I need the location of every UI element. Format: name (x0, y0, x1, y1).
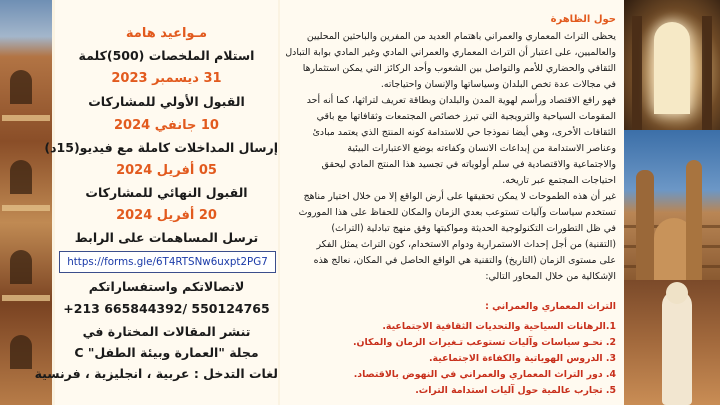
axis-item: 3. الدروس الهوياتية والكفاءة الاجتماعية. (429, 353, 616, 364)
about-line: يحظى التراث المعماري والعمراني باهتمام العديد من المفرين والباحثين المحليين (306, 31, 616, 42)
axis-item: 1.الرهانات السياحية والتحديات الثقافية الاجتماعية. (382, 321, 616, 332)
about-line: الثقافي والحضاري للأمم والتواصل بين الشعوب وأحد الركائز التي يمكن استثمارها (302, 63, 616, 74)
about-line: والاجتماعية والاقتصادية في سلم أولوياته في تجسيد هذا المنتج المادي ليحقق (321, 159, 616, 170)
fullpaper-label: إرسال المداخلات كاملة مع فيديو(15د) (44, 140, 278, 155)
dates-heading: مـواعيد هامة (125, 26, 208, 41)
axis-item: 2. نحـو سياسات وآليات تستوعب تـغيرات الزمان والمكان. (352, 337, 616, 348)
initial-accept-label: القبول الأولي للمشاركات (88, 94, 245, 109)
publish-journal: مجلة "العمارة وبيئة الطفل" C (74, 345, 259, 360)
about-line: الإشكالية من خلال المحاور التالي: (485, 271, 616, 282)
phone-numbers: +213 665844392/ 550124765 (63, 301, 270, 316)
submission-date: 20 أفريل 2024 (116, 208, 217, 223)
languages: لغات التدخل : عربية ، انجليزية ، فرنسية (34, 366, 278, 381)
final-date: 05 أفريل 2024 (116, 163, 217, 178)
abstract-label: استلام الملخصات (500)كلمة (78, 48, 255, 63)
about-line: غير أن هذه الطموحات لا يمكن تحقيقها على أرض الواقع إلا من خلال اختيار مناهج (303, 191, 616, 202)
axis-item: 4. دور التراث المعماري والعمراني في النهوض بالاقتصاد. (353, 369, 616, 380)
mud-mosque-photo (624, 130, 720, 280)
about-line: في ظل التطورات التكنولوجية الحديثة ومواكبتها وفق منهج تبادلية (التراث) (331, 223, 616, 234)
important-dates-panel (34, 0, 278, 405)
abstract-date: 31 ديسمبر 2023 (111, 71, 222, 86)
about-line: والعالميين، على اعتبار أن التراث المعماري والعمراني المادي وغير المادي بوابة التبادل (285, 47, 616, 58)
about-line: الثقافات الأخرى، وهي أيضا نموذجا حي للاستدامة كونه المنتج الذي يعتمد مبادئ (312, 127, 616, 138)
about-line: وعناصر الاستدامة من إبداعات الانسان وكفاءته بوضع الاعتبارات البيئية (347, 143, 616, 154)
about-line: (التقنية) من أجل إحداث الاستمرارية ودوام الاستخدام، كون التراث يمثل الفكر (316, 239, 616, 250)
submission-link[interactable] (59, 251, 276, 273)
final-accept-label: القبول النهائي للمشاركات (85, 185, 248, 200)
axis-item: 5. تجارب عالمية حول آليات استدامة التراث. (415, 385, 616, 396)
publish-line-1: تنشر المقالات المختارة في (82, 324, 251, 339)
about-line: فهو رافع الاقتصاد ورأسم لهوية المدن والبلدان وبطاقة تعريف لتراثها، كما أنه أحد (306, 95, 616, 106)
axes-heading: التراث المعماري والعمراني : (485, 301, 616, 312)
arch-interior-photo (624, 0, 720, 130)
about-line: احتياجات المجتمع عبر تاريخه. (502, 175, 616, 186)
about-line: تستخدم سياسات وآليات تستوعب بعدي الزمان والمكان للحفاظ على هذا الموروث (298, 207, 616, 218)
submission-link-text[interactable]: https://forms.gle/6T4RTSNw6uxpt2PG7 (67, 256, 268, 268)
about-line: في مجالات عدة تخص البلدان وسياساتها والإنسان واحتياجاته. (380, 79, 616, 90)
about-line: على مستوى الزمان (التاريخ) والتقنية هي الواقع الحاصل في المكان، نعالج هذه (313, 255, 616, 266)
contact-label: لاتصالاتكم واستفساراتكم (88, 279, 245, 294)
fullpaper-date: 10 جانفي 2024 (114, 118, 219, 133)
about-line: المقومات السياحية والترويجية التي تبرز خصائص المجتمعات وثقافاتها مع باقي (316, 111, 616, 122)
about-panel (280, 0, 624, 405)
left-decorative-photo (0, 0, 52, 405)
about-heading: حول الظاهرة (550, 14, 616, 25)
person-in-robe-photo (624, 280, 720, 405)
send-label: ترسل المساهمات على الرابط (74, 230, 259, 245)
